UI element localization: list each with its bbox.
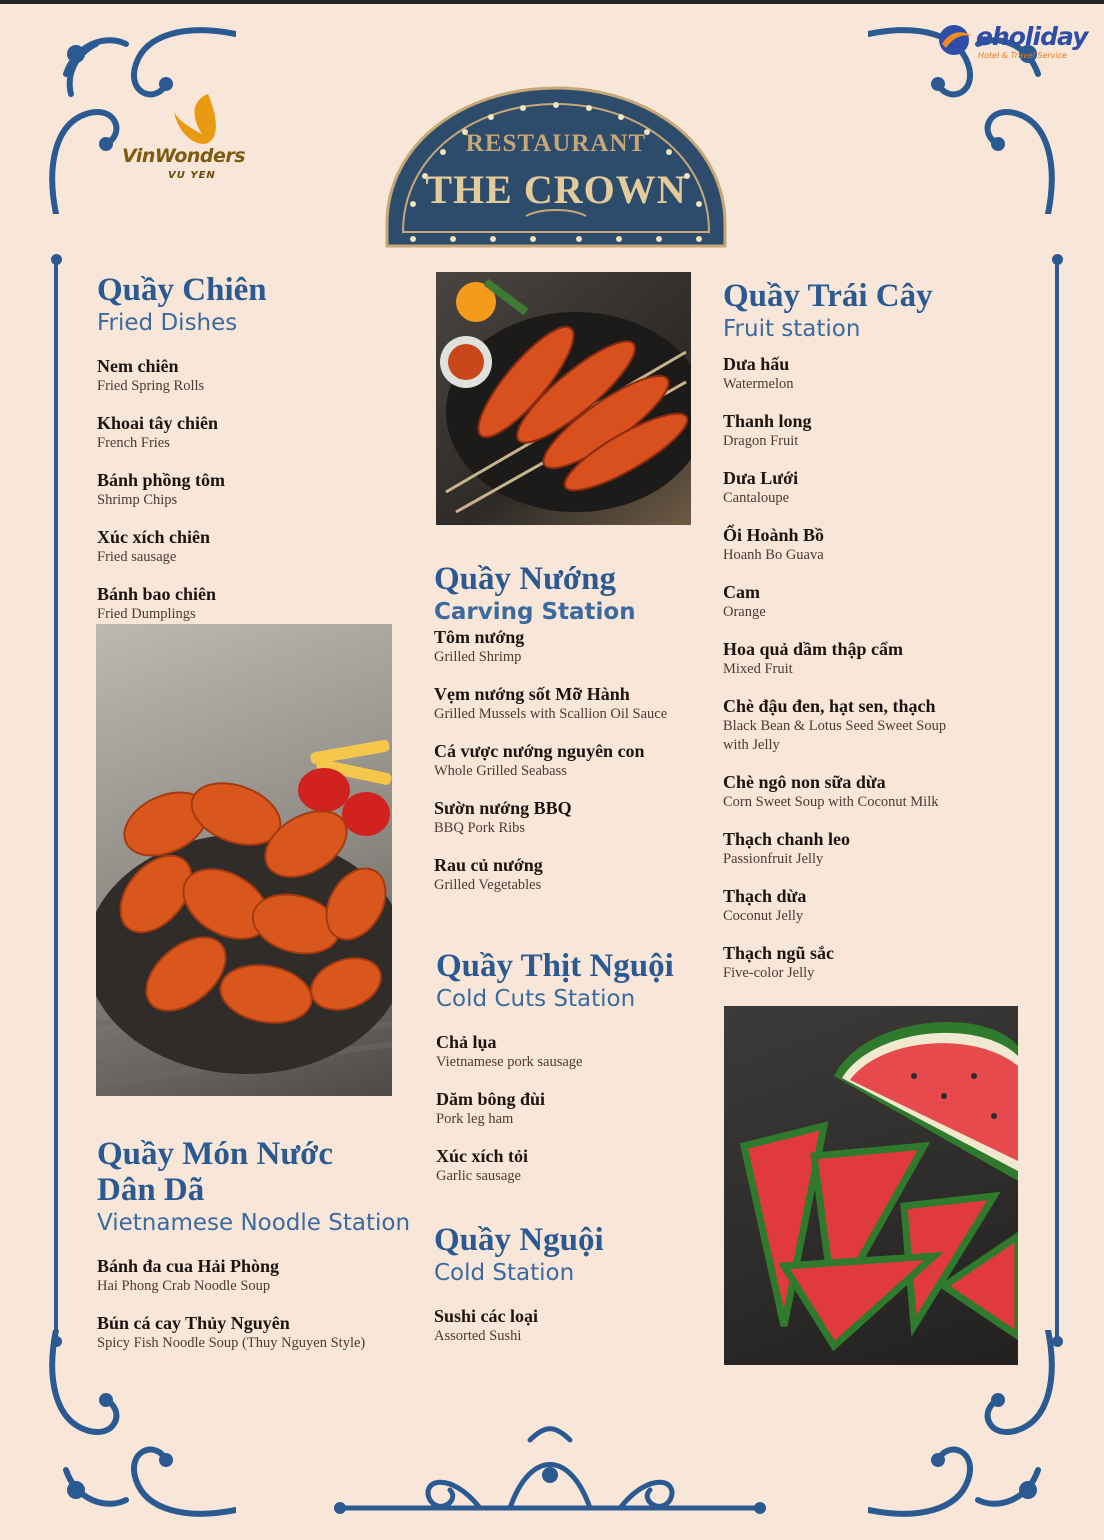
item-translation: Assorted Sushi	[434, 1328, 522, 1344]
item-name: Bánh đa cua Hải Phòng	[97, 1256, 280, 1276]
menu-item	[97, 527, 407, 567]
vinwonders-logo-icon	[168, 92, 228, 148]
menu-item	[723, 468, 1013, 508]
menu-item	[97, 1313, 417, 1353]
frame-left-line	[54, 262, 58, 1338]
item-name: Dăm bông đùi	[436, 1089, 546, 1109]
item-translation: Whole Grilled Seabass	[434, 763, 567, 779]
item-translation: Grilled Mussels with Scallion Oil Sauce	[434, 706, 668, 722]
watermelon-photo	[724, 1006, 1018, 1365]
menu-item	[97, 413, 407, 453]
item-translation: Vietnamese pork sausage	[436, 1054, 583, 1070]
item-translation: Shrimp Chips	[97, 492, 178, 508]
item-name: Dưa Lưới	[723, 468, 799, 488]
item-name: Bún cá cay Thủy Nguyên	[97, 1313, 290, 1333]
sausage-photo	[96, 624, 392, 1096]
menu-item	[723, 943, 1013, 983]
item-translation: Fried Dumplings	[97, 606, 196, 622]
item-name: Rau củ nướng	[434, 855, 543, 875]
menu-item	[723, 639, 1013, 679]
item-translation: Grilled Vegetables	[434, 877, 542, 893]
item-name: Thạch chanh leo	[723, 829, 851, 849]
banner-subtitle: RESTAURANT	[465, 130, 647, 157]
menu-item	[97, 1256, 417, 1296]
item-name: Sườn nướng BBQ	[434, 798, 572, 818]
item-translation: Mixed Fruit	[723, 661, 793, 677]
item-name: Dưa hấu	[723, 354, 790, 374]
menu-item	[723, 582, 1013, 622]
section-fried	[97, 272, 407, 641]
section-title-line1: Quầy Món Nước	[97, 1136, 334, 1172]
section-title-line2: Dân Dã	[97, 1172, 205, 1208]
frame-bead	[51, 254, 62, 265]
item-translation: Passionfruit Jelly	[723, 851, 824, 867]
section-subtitle: Cold Cuts Station	[436, 986, 636, 1012]
item-translation: Fried sausage	[97, 549, 177, 565]
item-name: Chả lụa	[436, 1032, 497, 1052]
menu-item	[434, 855, 704, 895]
item-translation: French Fries	[97, 435, 170, 451]
menu-item	[723, 886, 1013, 926]
item-name: Bánh phồng tôm	[97, 470, 226, 490]
menu-item	[434, 684, 704, 724]
item-translation: Hoanh Bo Guava	[723, 547, 824, 563]
frame-bead	[1052, 1336, 1063, 1347]
item-name: Tôm nướng	[434, 627, 525, 647]
item-translation: Corn Sweet Soup with Coconut Milk	[723, 794, 939, 810]
menu-item	[434, 741, 704, 781]
section-title: Quầy Trái Cây	[723, 278, 933, 314]
item-translation: Fried Spring Rolls	[97, 378, 205, 394]
menu-item	[723, 525, 1013, 565]
frame-bead	[51, 1336, 62, 1347]
menu-item	[97, 470, 407, 510]
item-translation: Spicy Fish Noodle Soup (Thuy Nguyen Style)	[97, 1335, 366, 1351]
item-name: Chè đậu đen, hạt sen, thạch	[723, 696, 936, 716]
section-subtitle: Vietnamese Noodle Station	[97, 1210, 411, 1236]
item-name: Thạch dừa	[723, 886, 807, 906]
item-translation: Dragon Fruit	[723, 433, 799, 449]
item-translation: Garlic sausage	[436, 1168, 521, 1184]
menu-item	[434, 627, 704, 667]
frame-bead	[1052, 254, 1063, 265]
item-name: Nem chiên	[97, 356, 179, 376]
item-name: Thanh long	[723, 411, 812, 431]
menu-item	[723, 772, 1013, 812]
section-title: Quầy Thịt Nguội	[436, 948, 674, 984]
menu-item	[723, 829, 1013, 869]
section-coldcuts	[436, 948, 706, 1203]
section-cold	[434, 1222, 704, 1363]
grilled-shrimp-photo	[436, 272, 691, 525]
section-subtitle: Fruit station	[723, 316, 861, 342]
menu-item	[436, 1146, 706, 1186]
section-subtitle: Cold Station	[434, 1260, 575, 1286]
item-name: Cá vược nướng nguyên con	[434, 741, 645, 761]
item-name: Xúc xích tỏi	[436, 1146, 528, 1166]
item-name: Vẹm nướng sốt Mỡ Hành	[434, 684, 630, 704]
item-translation: BBQ Pork Ribs	[434, 820, 526, 836]
item-translation: Cantaloupe	[723, 490, 790, 506]
section-fruit	[723, 278, 1013, 1000]
item-name: Ổi Hoành Bồ	[723, 525, 825, 545]
vinwonders-location: VU YEN	[168, 170, 216, 181]
menu-item	[723, 354, 1013, 394]
item-name: Xúc xích chiên	[97, 527, 211, 547]
item-translation: Watermelon	[723, 376, 794, 392]
item-translation: Orange	[723, 604, 766, 620]
item-name: Sushi các loại	[434, 1306, 539, 1326]
frame-right-line	[1055, 262, 1059, 1338]
item-name: Khoai tây chiên	[97, 413, 219, 433]
item-name: Cam	[723, 582, 760, 602]
vinwonders-name: VinWonders	[122, 145, 246, 167]
menu-item	[97, 584, 407, 624]
item-translation: Grilled Shrimp	[434, 649, 522, 665]
item-name: Bánh bao chiên	[97, 584, 217, 604]
item-translation: Hai Phong Crab Noodle Soup	[97, 1278, 271, 1294]
eholiday-logo-icon	[936, 22, 976, 58]
banner-title: THE CROWN	[425, 167, 687, 212]
item-translation: Five-color Jelly	[723, 965, 815, 981]
item-name: Chè ngô non sữa dừa	[723, 772, 886, 792]
eholiday-brand: eholiday	[976, 22, 1088, 51]
section-carving	[434, 561, 704, 912]
eholiday-tagline: Hotel & Travel Service	[978, 51, 1067, 60]
menu-item	[434, 798, 704, 838]
menu-item	[436, 1032, 706, 1072]
top-edge	[0, 0, 1104, 4]
ornament-bottom-center-icon	[330, 1420, 770, 1530]
section-title: Quầy Nướng	[434, 561, 617, 597]
menu-item	[97, 356, 407, 396]
section-subtitle: Carving Station	[434, 599, 636, 625]
item-translation: Coconut Jelly	[723, 908, 804, 924]
restaurant-banner	[383, 84, 729, 252]
item-translation: Black Bean & Lotus Seed Sweet Soup with Jelly	[723, 718, 947, 753]
item-translation: Pork leg ham	[436, 1111, 514, 1127]
item-name: Thạch ngũ sắc	[723, 943, 835, 963]
menu-item	[723, 411, 1013, 451]
section-noodle	[97, 1136, 417, 1370]
item-name: Hoa quả dầm thập cẩm	[723, 639, 904, 659]
menu-item	[436, 1089, 706, 1129]
section-title: Quầy Nguội	[434, 1222, 604, 1258]
section-subtitle: Fried Dishes	[97, 310, 238, 336]
menu-item	[723, 696, 973, 755]
section-title: Quầy Chiên	[97, 272, 267, 308]
menu-item	[434, 1306, 704, 1346]
